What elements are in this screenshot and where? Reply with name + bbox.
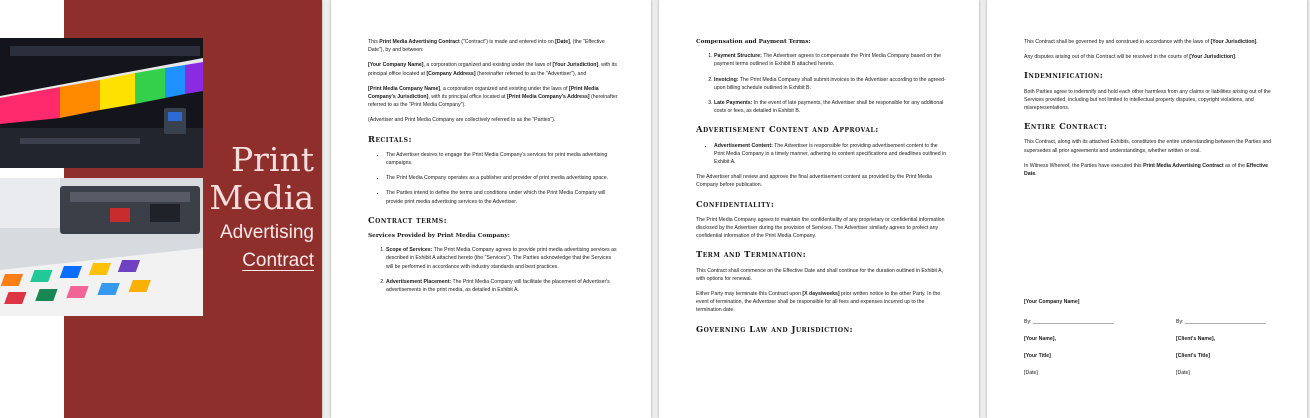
list-item: • The Parties intend to define the terms and conditions under which the Print Media Company will provide print media advertising services to the Advertiser. <box>386 189 619 205</box>
cover-title-contract: Contract <box>242 250 314 271</box>
signature-block-right <box>1176 318 1266 386</box>
list-item: 2. Invoicing: The Print Media Company shall submit invoices to the Advertiser according to the agreed-upon billing schedule outlined in Exhibit B. <box>714 76 947 92</box>
cover-title-advertising: Advertising <box>220 222 314 243</box>
advertisement-content-list <box>696 142 947 167</box>
term-paragraph: This Contract shall commence on the Effective Date and shall continue for the duration outlined in Exhibit A, with options for renewal. <box>696 267 944 282</box>
governing-law-paragraph: This Contract shall be governed by and construed in accordance with the laws of [Your Jurisdiction]. <box>1024 39 1258 45</box>
recitals-list <box>368 151 619 206</box>
advertisement-content-heading: Advertisement Content and Approval: <box>696 124 879 135</box>
compensation-list <box>696 52 947 115</box>
contract-page-2 <box>331 0 651 418</box>
list-item: • Advertisement Content: The Advertiser is responsible for providing advertisement content to the Print Media Company in a timely manner, adhering to content specifications and deadlines outlined in Exhibit A. <box>714 142 947 167</box>
disputes-paragraph: Any disputes arising out of this Contract will be resolved in the courts of [Your Jurisdiction]. <box>1024 54 1237 61</box>
advertisement-approval-paragraph: The Advertiser shall review and approve the final advertisement content as provided by the Print Media Company before publication. <box>696 174 932 189</box>
printer-photo-bottom <box>0 178 203 316</box>
printer-photo-top-illustration <box>0 38 203 168</box>
party-advertiser-paragraph: [Your Company Name], a corporation organized and existing under the laws of [Your Jurisdiction], with its principal office located at [Company Address] (hereinafter referred to as the "Advertiser"), and <box>368 62 617 77</box>
signer-title-left: [Your Title] <box>1024 353 1051 359</box>
entire-contract-paragraph: This Contract, along with its attached Exhibits, constitutes the entire understanding between the Parties and supersedes all prior agreements and understandings, whether written or oral. <box>1024 139 1272 154</box>
indemnification-heading: Indemnification: <box>1024 70 1104 81</box>
cover-title-print: Print <box>230 140 314 179</box>
list-item: 2. Advertisement Placement: The Print Media Company will facilitate the placement of Advertiser's advertisements in the print media, as detailed in Exhibit A. <box>386 278 619 294</box>
signature-date-right: [Date] <box>1176 370 1190 376</box>
cover-page <box>0 0 322 418</box>
recitals-heading: Recitals: <box>368 133 413 144</box>
confidentiality-paragraph: The Print Media Company agrees to maintain the confidentiality of any proprietary or confidential information disclosed by the Advertiser during the provision of Services. The Advertiser similarly agrees to protect any confidential information of the Print Media Company. <box>696 216 945 240</box>
signature-line-left: By: ____________________________ <box>1024 319 1114 325</box>
compensation-subheading: Compensation and Payment Terms: <box>696 39 811 45</box>
contract-page-4 <box>987 0 1307 418</box>
contract-terms-heading: Contract terms: <box>368 214 448 225</box>
list-item: 1. Payment Structure: The Advertiser agrees to compensate the Print Media Company based on the payment terms outlined in Exhibit B attached hereto. <box>714 52 947 68</box>
witness-paragraph: In Witness Whereof, the Parties have executed this Print Media Advertising Contract as of the Effective Date. <box>1024 162 1269 178</box>
services-subheading: Services Provided by Print Media Company: <box>368 233 510 240</box>
parties-note: (Advertiser and Print Media Company are collectively referred to as the "Parties"). <box>368 117 556 124</box>
term-termination-heading: Term and Termination: <box>696 249 807 260</box>
governing-law-heading: Governing Law and Jurisdiction: <box>696 323 854 334</box>
signer-name-right: [Client's Name], <box>1176 336 1215 342</box>
signature-company-name: [Your Company Name] <box>1024 299 1080 305</box>
cover-title-media: Media <box>209 178 314 217</box>
signature-line-right: By: ____________________________ <box>1176 319 1266 325</box>
list-item: • The Advertiser desires to engage the Print Media Company's services for print media advertising campaigns. <box>386 151 619 167</box>
services-list <box>368 246 619 294</box>
indemnification-paragraph: Both Parties agree to indemnify and hold each other harmless from any claims or liabilities arising out of the Services provided, including but not limited to intellectual property disputes, copyright violations, and misrepresentations. <box>1024 88 1271 112</box>
printer-photo-bottom-illustration <box>0 178 203 316</box>
termination-paragraph: Either Party may terminate this Contract upon [X days/weeks] prior written notice to the other Party. In the event of termination, the Advertiser shall be responsible for all fees and expenses incurred up to the termination date. <box>696 291 941 314</box>
party-print-media-paragraph: [Print Media Company Name], a corporation organized and existing under the laws of [Print Media Company's Jurisdiction], with its principal office located at [Print Media Company's Address] (hereinafter referred to as the "Print Media Company"). <box>368 85 618 109</box>
list-item: 3. Late Payments: In the event of late payments, the Advertiser shall be responsible for any additional costs or fees, as detailed in Exhibit B. <box>714 99 947 115</box>
signer-title-right: [Client's Title] <box>1176 353 1210 359</box>
signature-date-left: [Date] <box>1024 370 1038 376</box>
printer-photo-top <box>0 38 203 168</box>
intro-paragraph: This Print Media Advertising Contract ("Contract") is made and entered into on [Date], (the "Effective Date"), by and between: <box>368 39 605 54</box>
signature-block-left <box>1024 318 1114 386</box>
list-item: • The Print Media Company operates as a publisher and provider of print media advertising space. <box>386 174 619 182</box>
list-item: 1. Scope of Services: The Print Media Company agrees to provide print media advertising services as described in Exhibit A attached hereto (the "Services"). The Parties acknowledge that the Services will be performed in accordance with industry standards and best practices. <box>386 246 619 271</box>
confidentiality-heading: Confidentiality: <box>696 198 775 209</box>
contract-page-3 <box>659 0 979 418</box>
entire-contract-heading: Entire Contract: <box>1024 121 1108 132</box>
signer-name-left: [Your Name], <box>1024 336 1056 342</box>
